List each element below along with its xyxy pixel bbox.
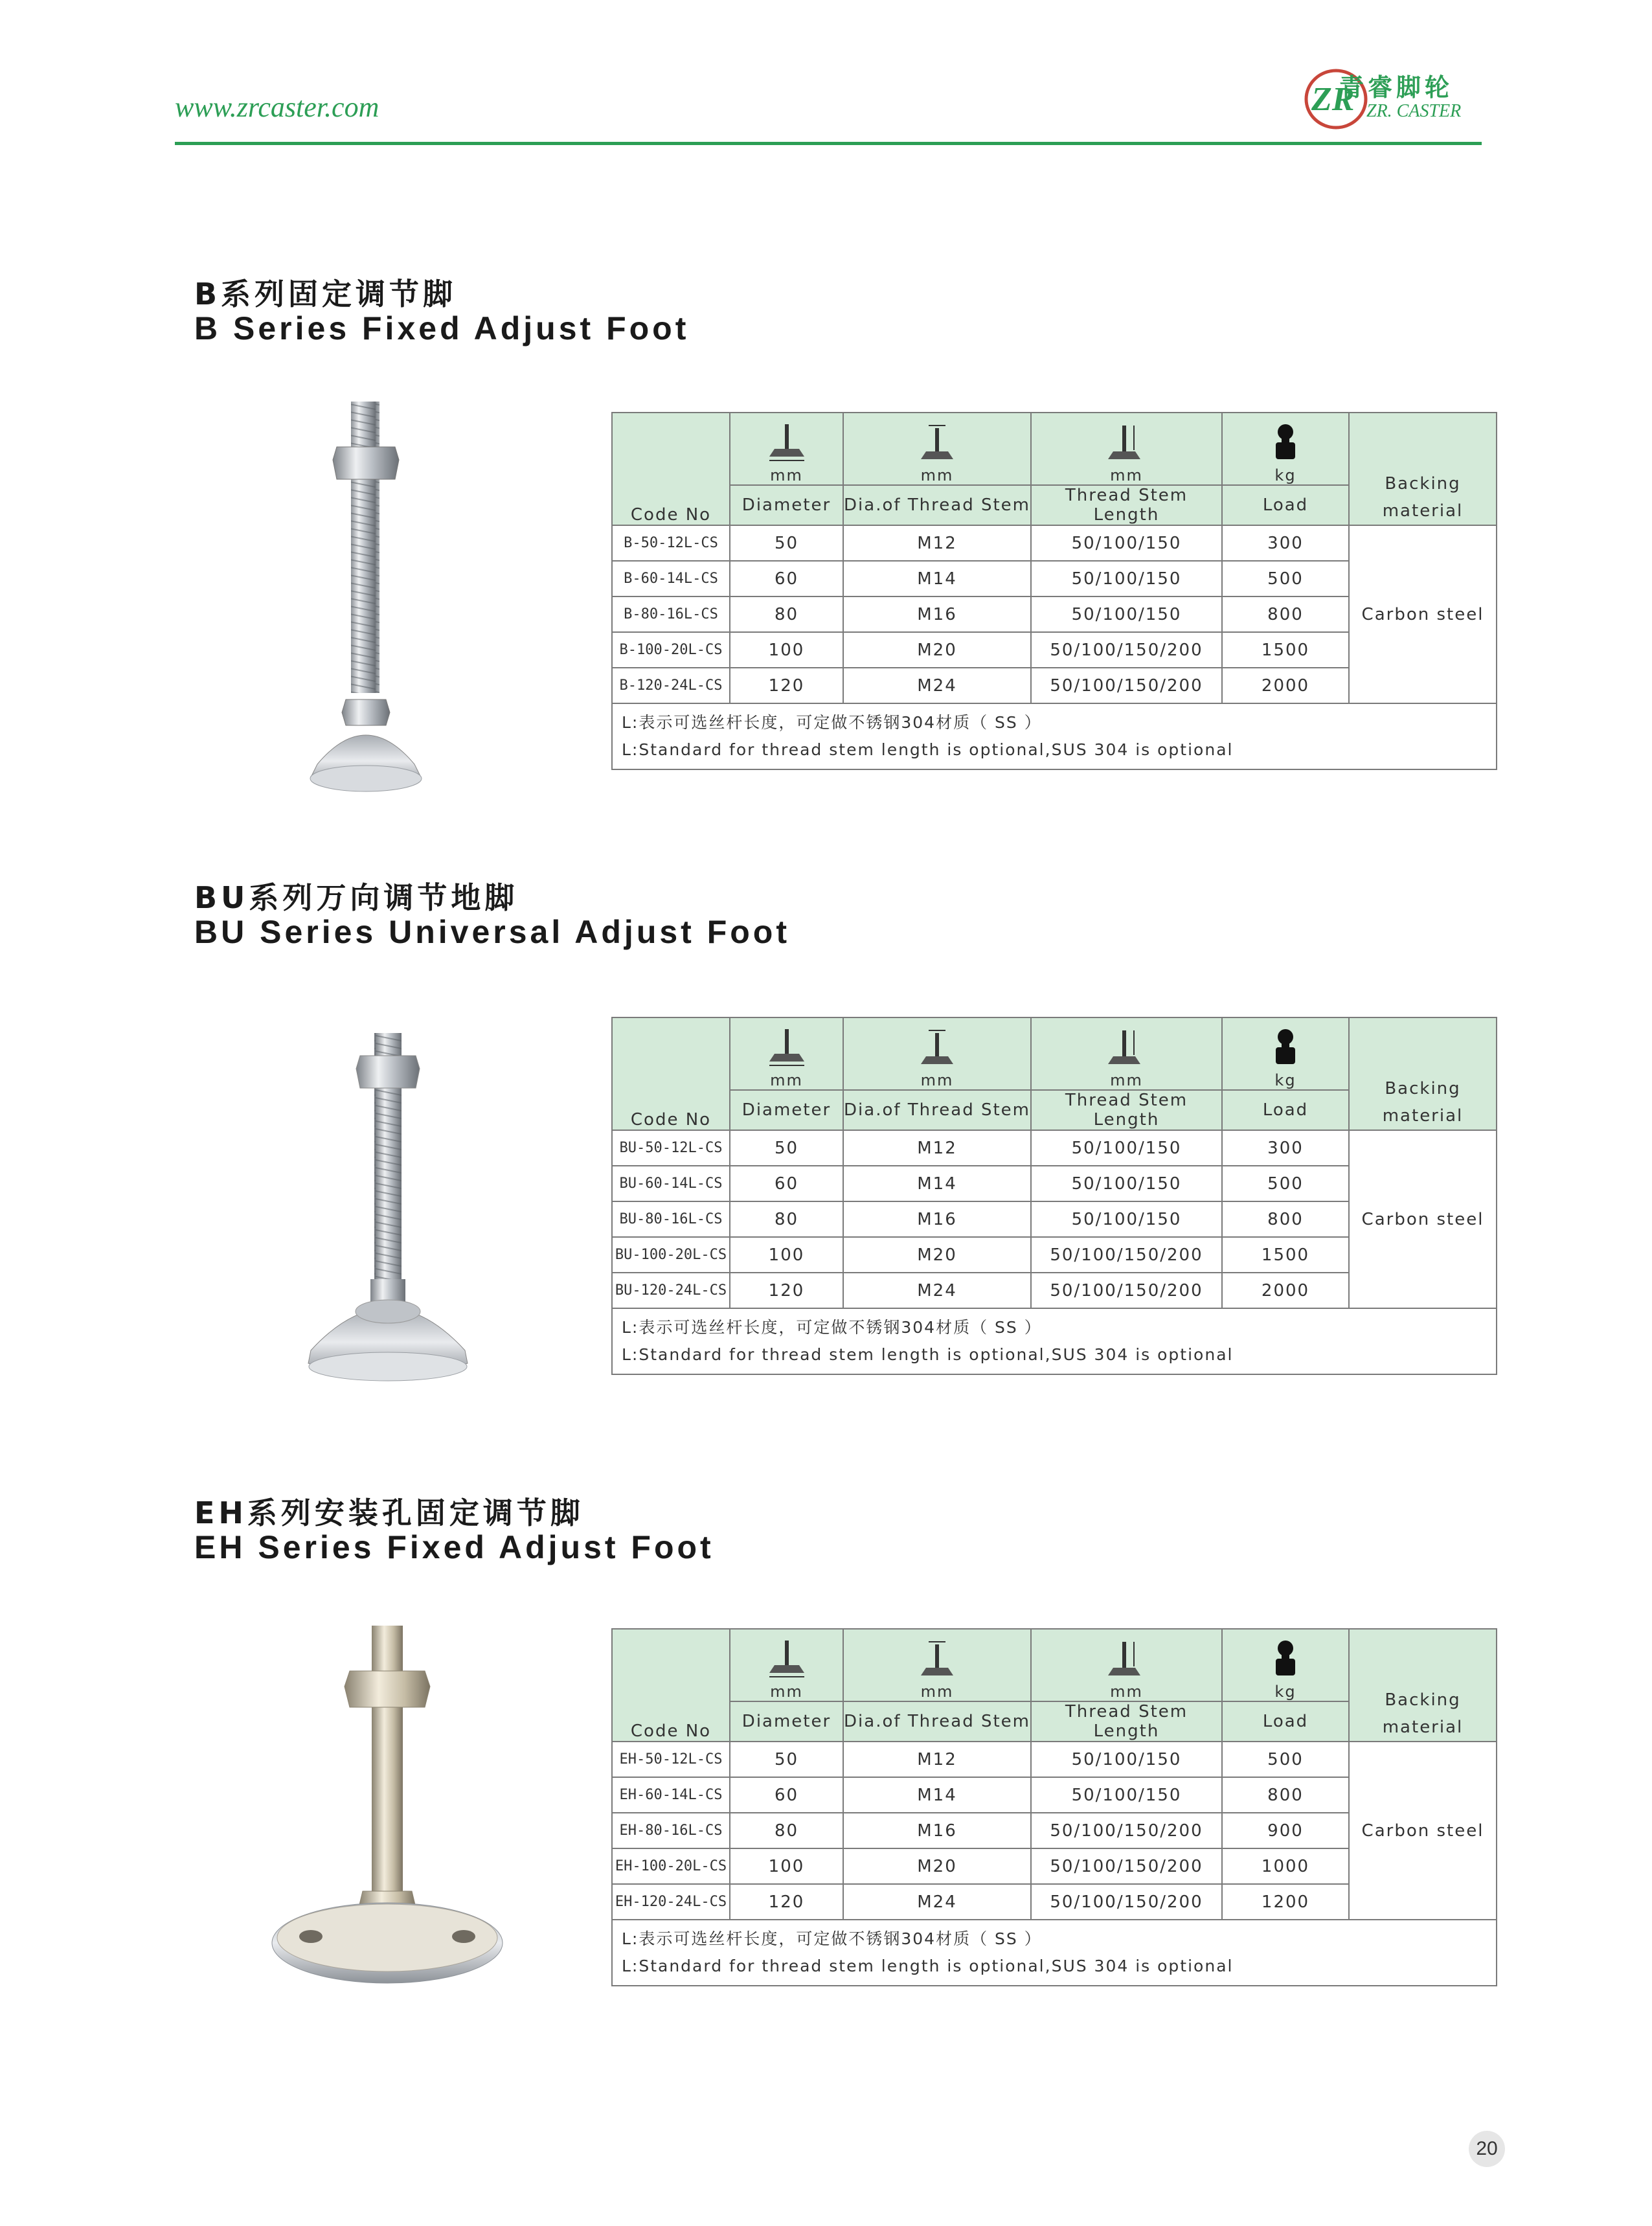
table-note <box>612 1308 1497 1374</box>
load-unit: kg <box>1274 466 1296 484</box>
thread-cell: M14 <box>843 1166 1031 1201</box>
diameter-cell: 120 <box>730 668 843 703</box>
logo-mark: ZR <box>1311 81 1355 118</box>
load-cell: 500 <box>1222 561 1349 596</box>
thread-cell: M24 <box>843 668 1031 703</box>
stem-length-unit: mm <box>1110 1683 1143 1701</box>
stem-length-icon <box>1104 1639 1149 1678</box>
load-icon-cell <box>1222 1017 1349 1090</box>
code-cell: BU-100-20L-CS <box>612 1237 730 1273</box>
note-en: L:Standard for thread stem length is optional,SUS 304 is optional <box>622 1957 1234 1975</box>
diameter-icon <box>764 423 809 462</box>
code-cell: B-60-14L-CS <box>612 561 730 596</box>
material-cell: Carbon steel <box>1349 525 1497 703</box>
stem-length-header: Thread Stem Length <box>1031 485 1222 525</box>
table-row <box>612 525 1497 561</box>
stem-length-unit: mm <box>1110 1071 1143 1089</box>
diameter-cell: 80 <box>730 596 843 632</box>
thread-diameter-icon <box>914 1028 960 1067</box>
stem-length-icon-cell <box>1031 413 1222 485</box>
length-cell: 50/100/150/200 <box>1031 632 1222 668</box>
load-unit: kg <box>1274 1683 1296 1701</box>
bu-series-spec-table <box>611 1017 1497 1375</box>
table-row <box>612 1742 1497 1777</box>
diameter-cell: 100 <box>730 1848 843 1884</box>
load-cell: 1000 <box>1222 1848 1349 1884</box>
diameter-icon-cell <box>730 1017 843 1090</box>
length-cell: 50/100/150/200 <box>1031 1237 1222 1273</box>
code-cell: EH-80-16L-CS <box>612 1813 730 1848</box>
diameter-header: Diameter <box>730 1701 843 1742</box>
section-title-en: EH Series Fixed Adjust Foot <box>194 1529 714 1565</box>
diameter-cell: 100 <box>730 632 843 668</box>
load-cell: 800 <box>1222 1201 1349 1237</box>
code-cell: B-120-24L-CS <box>612 668 730 703</box>
section-title-cn: B系列固定调节脚 <box>194 277 457 312</box>
diameter-cell: 50 <box>730 1130 843 1166</box>
diameter-cell: 60 <box>730 561 843 596</box>
thread-dia-header: Dia.of Thread Stem <box>843 1701 1031 1742</box>
code-cell: EH-100-20L-CS <box>612 1848 730 1884</box>
code-cell: BU-80-16L-CS <box>612 1201 730 1237</box>
logo-en-text: ZR. CASTER <box>1366 101 1462 121</box>
length-cell: 50/100/150 <box>1031 1777 1222 1813</box>
table-note <box>612 703 1497 769</box>
thread-cell: M12 <box>843 1742 1031 1777</box>
code-no-header: Code No <box>612 1017 730 1130</box>
table-note <box>612 1920 1497 1986</box>
weight-icon <box>1269 1639 1302 1678</box>
load-header: Load <box>1222 485 1349 525</box>
stem-length-icon <box>1104 423 1149 462</box>
length-cell: 50/100/150 <box>1031 525 1222 561</box>
code-cell: EH-50-12L-CS <box>612 1742 730 1777</box>
diameter-cell: 60 <box>730 1777 843 1813</box>
diameter-cell: 50 <box>730 525 843 561</box>
load-cell: 800 <box>1222 596 1349 632</box>
code-no-header: Code No <box>612 1629 730 1742</box>
length-cell: 50/100/150/200 <box>1031 1813 1222 1848</box>
thread-dia-icon-cell <box>843 1017 1031 1090</box>
code-no-header: Code No <box>612 413 730 525</box>
note-cn: L:表示可选丝杆长度，可定做不锈钢304材质（ SS ） <box>622 713 1042 732</box>
thread-dia-icon-cell <box>843 1629 1031 1701</box>
thread-cell: M24 <box>843 1273 1031 1308</box>
load-header: Load <box>1222 1090 1349 1130</box>
backing-header: Backing material <box>1349 1629 1497 1742</box>
load-cell: 1200 <box>1222 1884 1349 1920</box>
bu-series-product-image <box>298 1027 479 1396</box>
load-cell: 500 <box>1222 1742 1349 1777</box>
code-cell: EH-120-24L-CS <box>612 1884 730 1920</box>
thread-cell: M16 <box>843 1201 1031 1237</box>
logo-cn-text: 青睿脚轮 <box>1339 73 1454 102</box>
load-header: Load <box>1222 1701 1349 1742</box>
diameter-header: Diameter <box>730 1090 843 1130</box>
stem-length-icon <box>1104 1028 1149 1067</box>
diameter-cell: 80 <box>730 1201 843 1237</box>
thread-dia-unit: mm <box>920 466 954 484</box>
length-cell: 50/100/150 <box>1031 1130 1222 1166</box>
stem-length-header: Thread Stem Length <box>1031 1090 1222 1130</box>
code-cell: BU-120-24L-CS <box>612 1273 730 1308</box>
site-url[interactable]: www.zrcaster.com <box>175 91 379 123</box>
note-en: L:Standard for thread stem length is optional,SUS 304 is optional <box>622 740 1234 759</box>
diameter-unit: mm <box>770 1683 803 1701</box>
diameter-icon <box>764 1639 809 1678</box>
diameter-icon-cell <box>730 1629 843 1701</box>
thread-cell: M12 <box>843 525 1031 561</box>
length-cell: 50/100/150 <box>1031 561 1222 596</box>
load-icon-cell <box>1222 1629 1349 1701</box>
thread-dia-unit: mm <box>920 1683 954 1701</box>
load-cell: 300 <box>1222 525 1349 561</box>
code-cell: EH-60-14L-CS <box>612 1777 730 1813</box>
thread-cell: M20 <box>843 1848 1031 1884</box>
section-title-en: BU Series Universal Adjust Foot <box>194 914 790 950</box>
thread-cell: M14 <box>843 561 1031 596</box>
note-cn: L:表示可选丝杆长度，可定做不锈钢304材质（ SS ） <box>622 1318 1042 1337</box>
eh-series-spec-table <box>611 1628 1497 1986</box>
thread-cell: M12 <box>843 1130 1031 1166</box>
diameter-cell: 50 <box>730 1742 843 1777</box>
header-divider <box>175 142 1482 145</box>
diameter-cell: 80 <box>730 1813 843 1848</box>
length-cell: 50/100/150 <box>1031 1201 1222 1237</box>
thread-dia-unit: mm <box>920 1071 954 1089</box>
note-cn: L:表示可选丝杆长度，可定做不锈钢304材质（ SS ） <box>622 1929 1042 1948</box>
diameter-cell: 120 <box>730 1884 843 1920</box>
thread-cell: M24 <box>843 1884 1031 1920</box>
diameter-cell: 60 <box>730 1166 843 1201</box>
material-cell: Carbon steel <box>1349 1742 1497 1920</box>
stem-length-header: Thread Stem Length <box>1031 1701 1222 1742</box>
length-cell: 50/100/150 <box>1031 596 1222 632</box>
diameter-unit: mm <box>770 466 803 484</box>
length-cell: 50/100/150/200 <box>1031 1273 1222 1308</box>
load-cell: 2000 <box>1222 668 1349 703</box>
section-title-en: B Series Fixed Adjust Foot <box>194 310 690 346</box>
length-cell: 50/100/150 <box>1031 1166 1222 1201</box>
code-cell: B-50-12L-CS <box>612 525 730 561</box>
load-cell: 800 <box>1222 1777 1349 1813</box>
eh-series-product-image <box>266 1619 512 2008</box>
code-cell: B-80-16L-CS <box>612 596 730 632</box>
backing-header: Backing material <box>1349 413 1497 525</box>
material-cell: Carbon steel <box>1349 1130 1497 1308</box>
code-cell: B-100-20L-CS <box>612 632 730 668</box>
section-title-cn: BU系列万向调节地脚 <box>194 880 519 915</box>
thread-dia-icon-cell <box>843 413 1031 485</box>
thread-cell: M16 <box>843 596 1031 632</box>
length-cell: 50/100/150/200 <box>1031 1884 1222 1920</box>
code-cell: BU-50-12L-CS <box>612 1130 730 1166</box>
stem-length-icon-cell <box>1031 1629 1222 1701</box>
thread-dia-header: Dia.of Thread Stem <box>843 1090 1031 1130</box>
page-number: 20 <box>1469 2131 1505 2167</box>
diameter-icon-cell <box>730 413 843 485</box>
diameter-cell: 100 <box>730 1237 843 1273</box>
load-unit: kg <box>1274 1071 1296 1089</box>
load-cell: 500 <box>1222 1166 1349 1201</box>
thread-diameter-icon <box>914 423 960 462</box>
b-series-spec-table <box>611 412 1497 770</box>
diameter-header: Diameter <box>730 485 843 525</box>
load-cell: 2000 <box>1222 1273 1349 1308</box>
thread-cell: M20 <box>843 632 1031 668</box>
thread-cell: M14 <box>843 1777 1031 1813</box>
load-icon-cell <box>1222 413 1349 485</box>
stem-length-icon-cell <box>1031 1017 1222 1090</box>
b-series-product-image <box>298 395 440 797</box>
load-cell: 300 <box>1222 1130 1349 1166</box>
diameter-cell: 120 <box>730 1273 843 1308</box>
load-cell: 900 <box>1222 1813 1349 1848</box>
diameter-icon <box>764 1028 809 1067</box>
section-title-cn: EH系列安装孔固定调节脚 <box>194 1495 584 1530</box>
code-cell: BU-60-14L-CS <box>612 1166 730 1201</box>
stem-length-unit: mm <box>1110 466 1143 484</box>
thread-cell: M20 <box>843 1237 1031 1273</box>
thread-diameter-icon <box>914 1639 960 1678</box>
thread-dia-header: Dia.of Thread Stem <box>843 485 1031 525</box>
weight-icon <box>1269 1028 1302 1067</box>
load-cell: 1500 <box>1222 1237 1349 1273</box>
diameter-unit: mm <box>770 1071 803 1089</box>
table-row <box>612 1130 1497 1166</box>
weight-icon <box>1269 423 1302 462</box>
length-cell: 50/100/150/200 <box>1031 668 1222 703</box>
load-cell: 1500 <box>1222 632 1349 668</box>
length-cell: 50/100/150/200 <box>1031 1848 1222 1884</box>
length-cell: 50/100/150 <box>1031 1742 1222 1777</box>
backing-header: Backing material <box>1349 1017 1497 1130</box>
note-en: L:Standard for thread stem length is optional,SUS 304 is optional <box>622 1345 1234 1364</box>
thread-cell: M16 <box>843 1813 1031 1848</box>
